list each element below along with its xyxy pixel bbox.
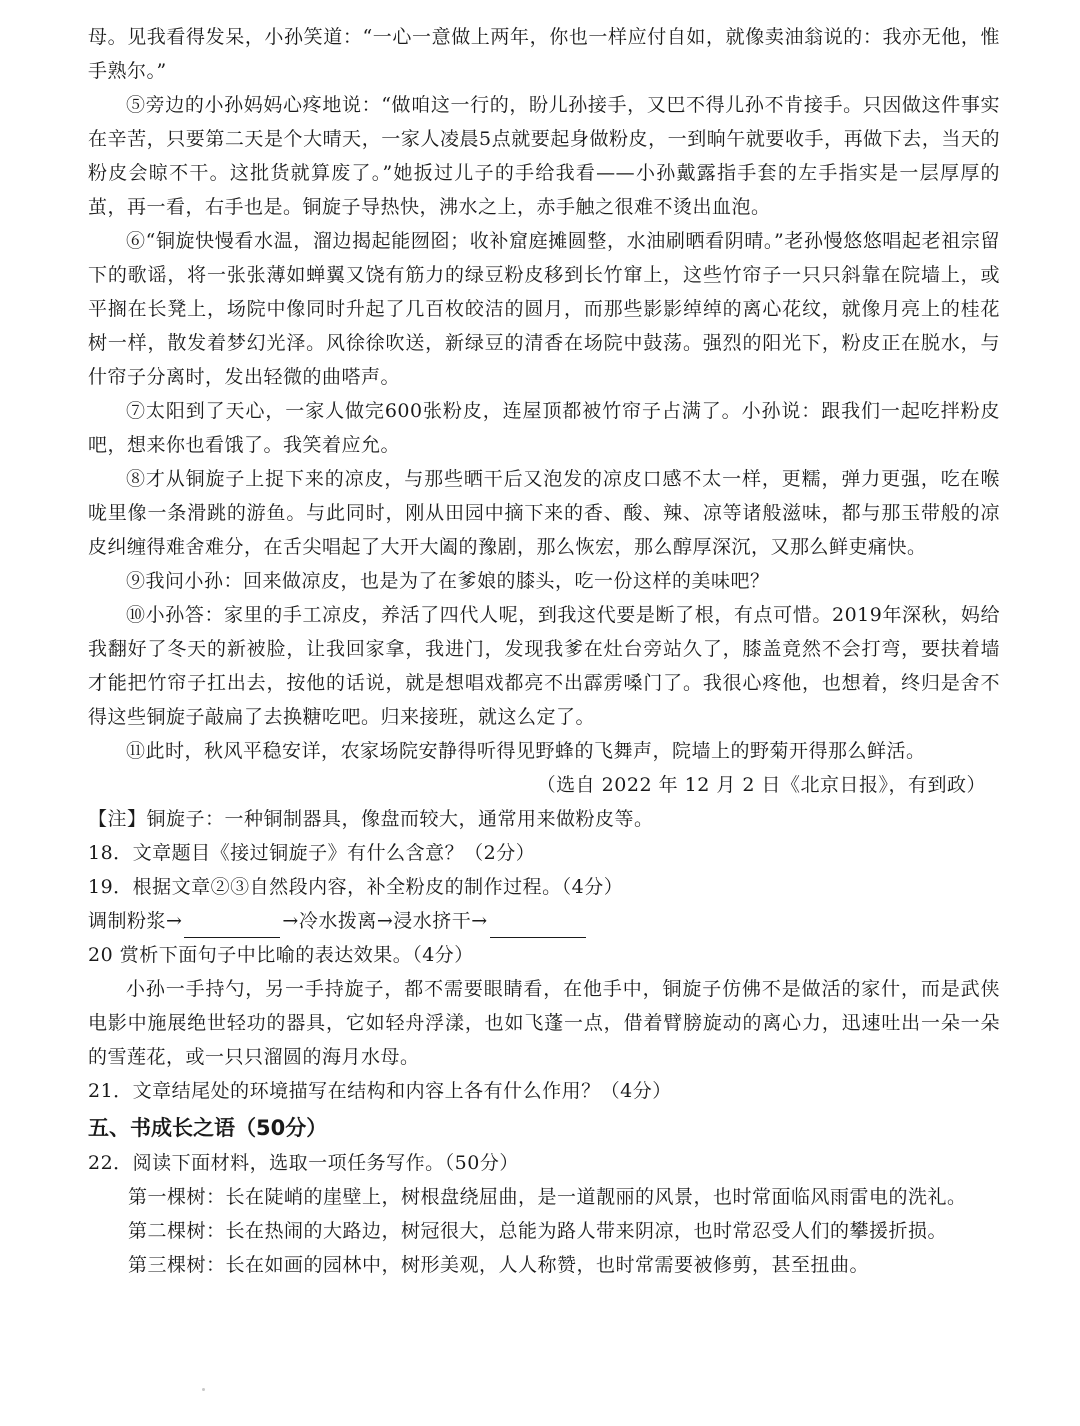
section-5-title: 五、书成长之语（50分） [88, 1116, 328, 1140]
paragraph-10: ⑩小孙答：家里的手工凉皮，养活了四代人呢，到我这代要是断了根，有点可惜。2019年深秋，妈给我翻好了冬天的新被脸，让我回家拿，我进门，发现我爹在灶台旁站久了，膝盖竟然不会打弯，要扶着墙才能把竹帘子扛出去，按他的话说，就是想唱戏都亮不出霹雳嗓门了。我很心疼他，也想着，终归是舍不得这些铜旋子敲扁了去换糖吃吧。归来接班，就这么定了。 [88, 604, 1000, 728]
paragraph-8: ⑧才从铜旋子上捉下来的凉皮，与那些晒干后又泡发的凉皮口感不太一样，更糯，弹力更强，吃在喉咙里像一条滑跳的游鱼。与此同时，刚从田园中摘下来的香、酸、辣、凉等诸般滋味，都与那玉带般的凉皮纠缠得难舍难分，在舌尖唱起了大开大阖的豫剧，那么恢宏，那么醇厚深沉，又那么鲜吏痛快。 [88, 468, 1000, 558]
paragraph-11: ⑪此时，秋风平稳安详，农家场院安静得听得见野蜂的飞舞声，院墙上的野菊开得那么鲜活。 [126, 740, 926, 762]
material-tree-2: 第二棵树：长在热闹的大路边，树冠很大，总能为路人带来阴凉，也时常忍受人们的攀援折损。 [128, 1220, 948, 1242]
question-20-quote: 小孙一手持勺，另一手持旋子，都不需要眼睛看，在他手中，铜旋子仿佛不是做活的家什，而是武侠电影中施展绝世轻功的器具，它如轻舟浮漾，也如飞蓬一点，借着臂膀旋动的离心力，迅速吐出一朵一朵的雪莲花，或一只只溜圆的海月水母。 [88, 978, 1000, 1068]
question-22: 22．阅读下面材料，选取一项任务写作。（50分） [88, 1152, 519, 1174]
paragraph-continuation: 母。见我看得发呆，小孙笑道：“一心一意做上两年，你也一样应付自如，就像卖油翁说的：我亦无他，惟手熟尔。” [88, 26, 1000, 82]
fill-step-3: →冷水拨离→浸水挤干→ [282, 910, 488, 932]
annotation-note: 【注】铜旋子：一种铜制器具，像盘而较大，通常用来做粉皮等。 [88, 808, 654, 830]
answer-blank-2[interactable] [490, 913, 586, 938]
question-19: 19．根据文章②③自然段内容，补全粉皮的制作过程。（4分） [88, 876, 624, 898]
material-tree-3: 第三棵树：长在如画的园林中，树形美观，人人称赞，也时常需要被修剪，甚至扭曲。 [128, 1254, 870, 1276]
paragraph-6: ⑥“铜旋快慢看水温，溜边揭起能囫囵；收补窟庭摊圆整，水油刷晒看阴晴。”老孙慢悠悠唱起老祖宗留下的歌谣，将一张张薄如蝉翼又饶有筋力的绿豆粉皮移到长竹窜上，这些竹帘子一只只斜靠在院墙上，或平搁在长凳上，场院中像同时升起了几百枚皎洁的圆月，而那些影影绰绰的离心花纹，就像月亮上的桂花树一样，散发着梦幻光泽。风徐徐吹送，新绿豆的清香在场院中鼓荡。强烈的阳光下，粉皮正在脱水，与什帘子分离时，发出轻微的曲嗒声。 [88, 230, 1000, 388]
paragraph-7: ⑦太阳到了天心，一家人做完600张粉皮，连屋顶都被竹帘子占满了。小孙说：跟我们一起吃拌粉皮吧，想来你也看饿了。我笑着应允。 [88, 400, 1000, 456]
question-21: 21．文章结尾处的环境描写在结构和内容上各有什么作用？（4分） [88, 1080, 672, 1102]
question-19-fill-in [88, 904, 1000, 938]
page-content [88, 20, 1000, 1282]
fill-step-1: 调制粉浆→ [88, 910, 183, 932]
question-20: 20 赏析下面句子中比喻的表达效果。（4分） [88, 944, 474, 966]
paragraph-5: ⑤旁边的小孙妈妈心疼地说：“做咱这一行的，盼儿孙接手，又巴不得儿孙不肯接手。只因做这件事实在辛苦，只要第二天是个大晴天，一家人凌晨5点就要起身做粉皮，一到晌午就要收手，再做下去，当天的粉皮会晾不干。这批货就算废了。”她扳过儿子的手给我看——小孙戴露指手套的左手指实是一层厚厚的茧，再一看，右手也是。铜旋子导热快，沸水之上，赤手触之很难不烫出血泡。 [88, 94, 1000, 218]
scan-speck [202, 1388, 205, 1391]
answer-blank-1[interactable] [184, 913, 280, 938]
question-18: 18．文章题目《接过铜旋子》有什么含意？（2分） [88, 842, 536, 864]
material-tree-1: 第一棵树：长在陡峭的崖壁上，树根盘绕屈曲，是一道靓丽的风景，也时常面临风雨雷电的洗礼。 [128, 1186, 967, 1208]
source-citation: （选自 2022 年 12 月 2 日《北京日报》，有到政） [536, 774, 986, 796]
paragraph-9: ⑨我问小孙：回来做凉皮，也是为了在爹娘的膝头，吃一份这样的美味吧？ [126, 570, 770, 592]
